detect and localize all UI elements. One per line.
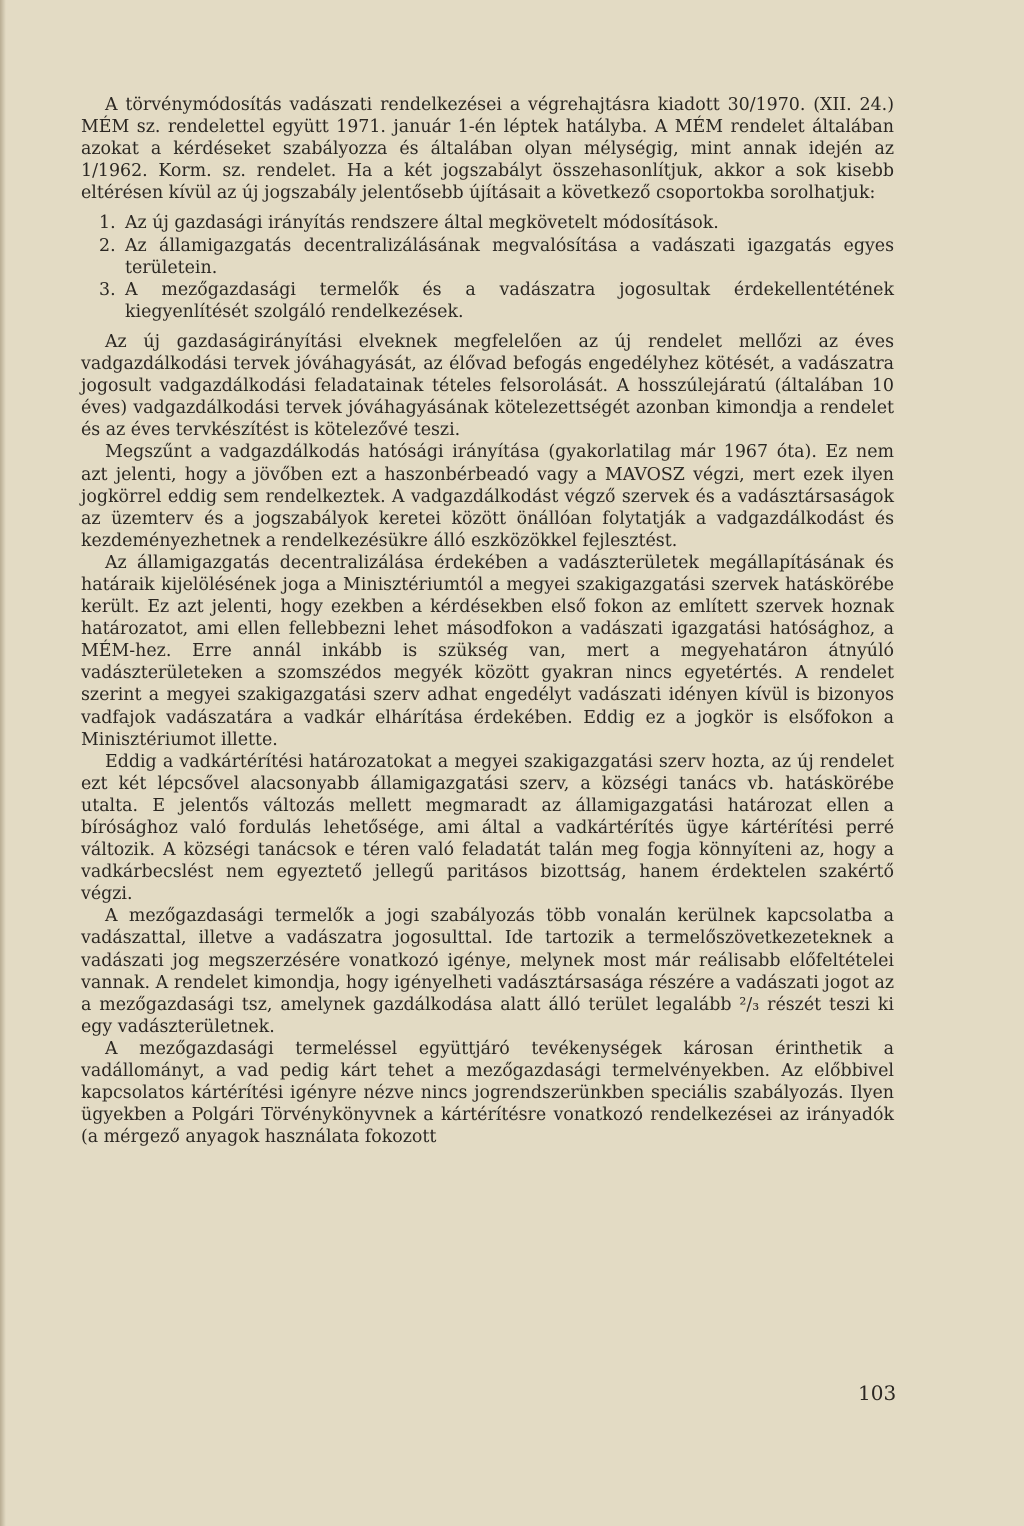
list-item: [81, 279, 894, 323]
body-paragraph: A mezőgazdasági termeléssel együttjáró tevékenységek károsan érinthetik a vadállományt, a vad pedig kárt tehet a mezőgazdasági termelvényekben. Az előbbivel kapcsolatos kártérítési igényre nézve nincs jogrendszerünkben speciális szabályozás. Ilyen ügyekben a Polgári Törvénykönyvnek a kártérítésre vonatkozó rendelkezései az irányadók (a mérgező anyagok használata fokozott: [81, 1038, 894, 1148]
body-paragraph: Eddig a vadkártérítési határozatokat a megyei szakigazgatási szerv hozta, az új rendelet ezt két lépcsővel alacsonyabb államigazgatási szerv, a községi tanács vb. hatáskörébe utalta. E jelentős változás mellett megmaradt az államigazgatási határozat ellen a bírósághoz való fordulás lehetősége, ami által a vadkártérítés ügye kártérítési perré változik. A községi tanácsok e téren való feladatát talán meg fogja könnyíteni az, hogy a vadkárbecslést nem egyeztető jellegű paritásos bizottság, hanem érdektelen szakértő végzi.: [81, 751, 894, 905]
list-item: [81, 235, 894, 279]
document-body: [81, 94, 894, 1148]
list-item-text: A mezőgazdasági termelők és a vadászatra jogosultak érdekellentétének kiegyenlítését szolgáló rendelkezések.: [125, 279, 894, 322]
list-item-number: 2.: [99, 235, 116, 256]
body-paragraph: A mezőgazdasági termelők a jogi szabályozás több vonalán kerülnek kapcsolatba a vadászattal, illetve a vadászatra jogosulttal. Ide tartozik a termelőszövetkezeteknek a vadászati jog megszerzésére vonatkozó igénye, melynek most már reálisabb előfeltételei vannak. A rendelet kimondja, hogy igényelheti vadásztársasága részére a vadászati jogot az a mezőgazdasági tsz, amelynek gazdálkodása alatt álló terület legalább ²/₃ részét teszi ki egy vadászterületnek.: [81, 906, 894, 1037]
intro-paragraph: A törvénymódosítás vadászati rendelkezései a végrehajtásra kiadott 30/1970. (XII. 24.) MÉM sz. rendelettel együtt 1971. január 1-én léptek hatályba. A MÉM rendelet általában azokat a kérdéseket szabályozza és általában olyan mélységig, mint annak idején az 1/1962. Korm. sz. rendelet. Ha a két jogszabályt összehasonlítjuk, akkor a sok kisebb eltérésen kívül az új jogszabály jelentősebb újításait a következő csoportokba sorolhatjuk:: [81, 95, 894, 204]
list-item-number: 1.: [99, 213, 116, 234]
list-item-number: 3.: [99, 279, 116, 300]
body-paragraph: Az új gazdaságirányítási elveknek megfelelően az új rendelet mellőzi az éves vadgazdálkodási tervek jóváhagyását, az élővad befogás engedélyhez kötését, a vadászatra jogosult vadgazdálkodási feladatainak tételes felsorolását. A hosszúlejáratú (általában 10 éves) vadgazdálkodási tervek jóváhagyásának kötelezettségét azonban kimondja a rendelet és az éves tervkészítést is kötelezővé teszi.: [81, 331, 894, 441]
body-paragraph: Az államigazgatás decentralizálása érdekében a vadászterületek megállapításának és határaik kijelölésének joga a Minisztériumtól a megyei szakigazgatási szervek hatáskörébe került. Ez azt jelenti, hogy ezekben a kérdésekben első fokon az említett szervek hoznak határozatot, ami ellen fellebbezni lehet másodfokon a vadászati igazgatási hatósághoz, a MÉM-hez. Erre annál inkább is szükség van, mert a megyehatáron átnyúló vadászterületeken a szomszédos megyék között gyakran nincs egyetértés. A rendelet szerint a megyei szakigazgatási szerv adhat engedélyt vadászati idényen kívül is bizonyos vadfajok vadászatára a vadkár elhárítása érdekében. Eddig ez a jogkör is elsőfokon a Minisztériumot illette.: [81, 552, 894, 750]
page-edge-shadow: [0, 0, 6, 1526]
body-paragraph: Megszűnt a vadgazdálkodás hatósági irányítása (gyakorlatilag már 1967 óta). Ez nem azt jelenti, hogy a jövőben ezt a haszonbérbeadó vagy a MAVOSZ végzi, mert ezek ilyen jogkörrel eddig sem rendelkeztek. A vadgazdálkodást végző szervek és a vadásztársaságok az üzemterv és a jogszabályok keretei között önállóan folytatják a vadgazdálkodást és kezdeményezhetnek a rendelkezésükre álló eszközökkel fejlesztést.: [81, 442, 894, 551]
list-item-text: Az államigazgatás decentralizálásának megvalósítása a vadászati igazgatás egyes területein.: [125, 235, 894, 278]
list-item-text: Az új gazdasági irányítás rendszere által megkövetelt módosítások.: [125, 213, 719, 234]
list-item: [81, 212, 894, 234]
numbered-list: [81, 212, 894, 322]
page-number: 103: [858, 1381, 897, 1405]
